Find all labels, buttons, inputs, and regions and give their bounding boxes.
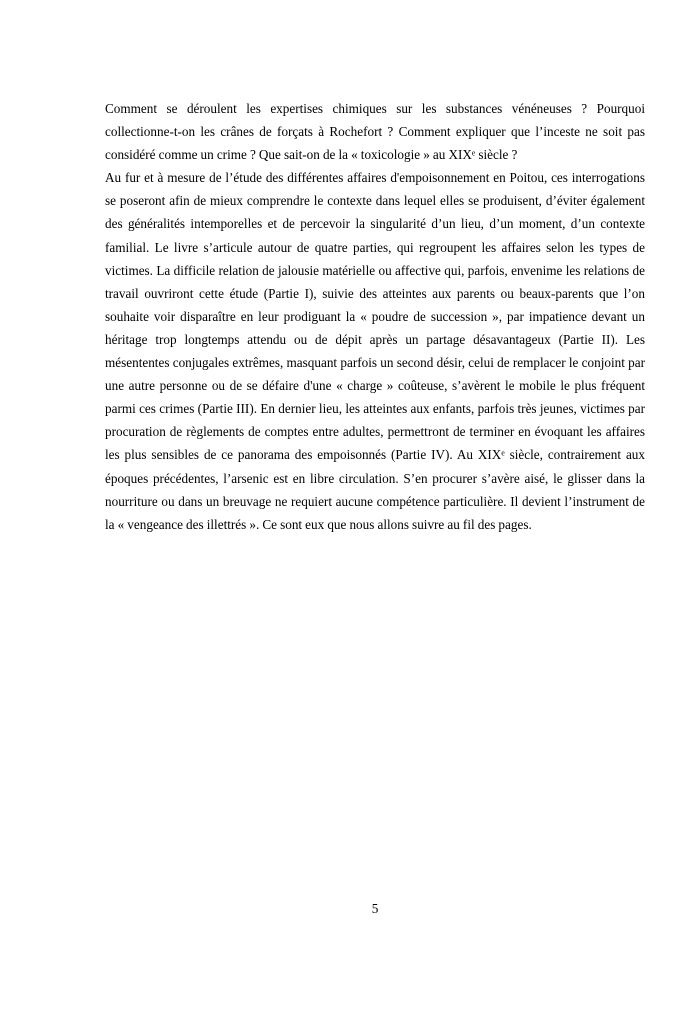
page-number: 5 [371,901,379,916]
body-text [105,97,645,536]
paragraph-intro-questions: Comment se déroulent les expertises chimiques sur les substances vénéneuses ? Pourquoi collectionne-t-on les crânes de forçats à Rochefort ? Comment expliquer que l’inceste ne soit pas considéré comme un crime ? Que sait-on de la « toxicologie » au XIXᵉ siècle ? [105,101,645,163]
paragraph-book-outline: Au fur et à mesure de l’étude des différentes affaires d'empoisonnement en Poitou, ces interrogations se poseront afin de mieux comprendre le contexte dans lequel elles se produisent, d’éviter également des généralités intemporelles et de percevoir la singularité d’un lieu, d’un moment, d’un contexte familial. Le livre s’articule autour de quatre parties, qui regroupent les affaires selon les types de victimes. La difficile relation de jalousie matérielle ou affective qui, parfois, envenime les relations de travail ouvriront cette étude (Partie I), suivie des atteintes aux parents ou beaux-parents que l’on souhaite voir disparaître en leur prodiguant la « poudre de succession », par impatience devant un héritage trop longtemps attendu ou de dépit après un partage désavantageux (Partie II). Les mésententes conjugales extrêmes, masquant parfois un second désir, celui de remplacer le conjoint par une autre personne ou de se défaire d'une « charge » coûteuse, s’avèrent le mobile le plus fréquent parmi ces crimes (Partie III). En dernier lieu, les atteintes aux enfants, parfois très jeunes, victimes par procuration de règlements de comptes entre adultes, permettront de terminer en évoquant les affaires les plus sensibles de ce panorama des empoisonnés (Partie IV). Au XIXᵉ siècle, contrairement aux époques précédentes, l’arsenic est en libre circulation. S’en procurer s’avère aisé, le glisser dans la nourriture ou dans un breuvage ne requiert aucune compétence particulière. Il devient l’instrument de la « vengeance des illettrés ». Ce sont eux que nous allons suivre au fil des pages. [105,170,645,532]
